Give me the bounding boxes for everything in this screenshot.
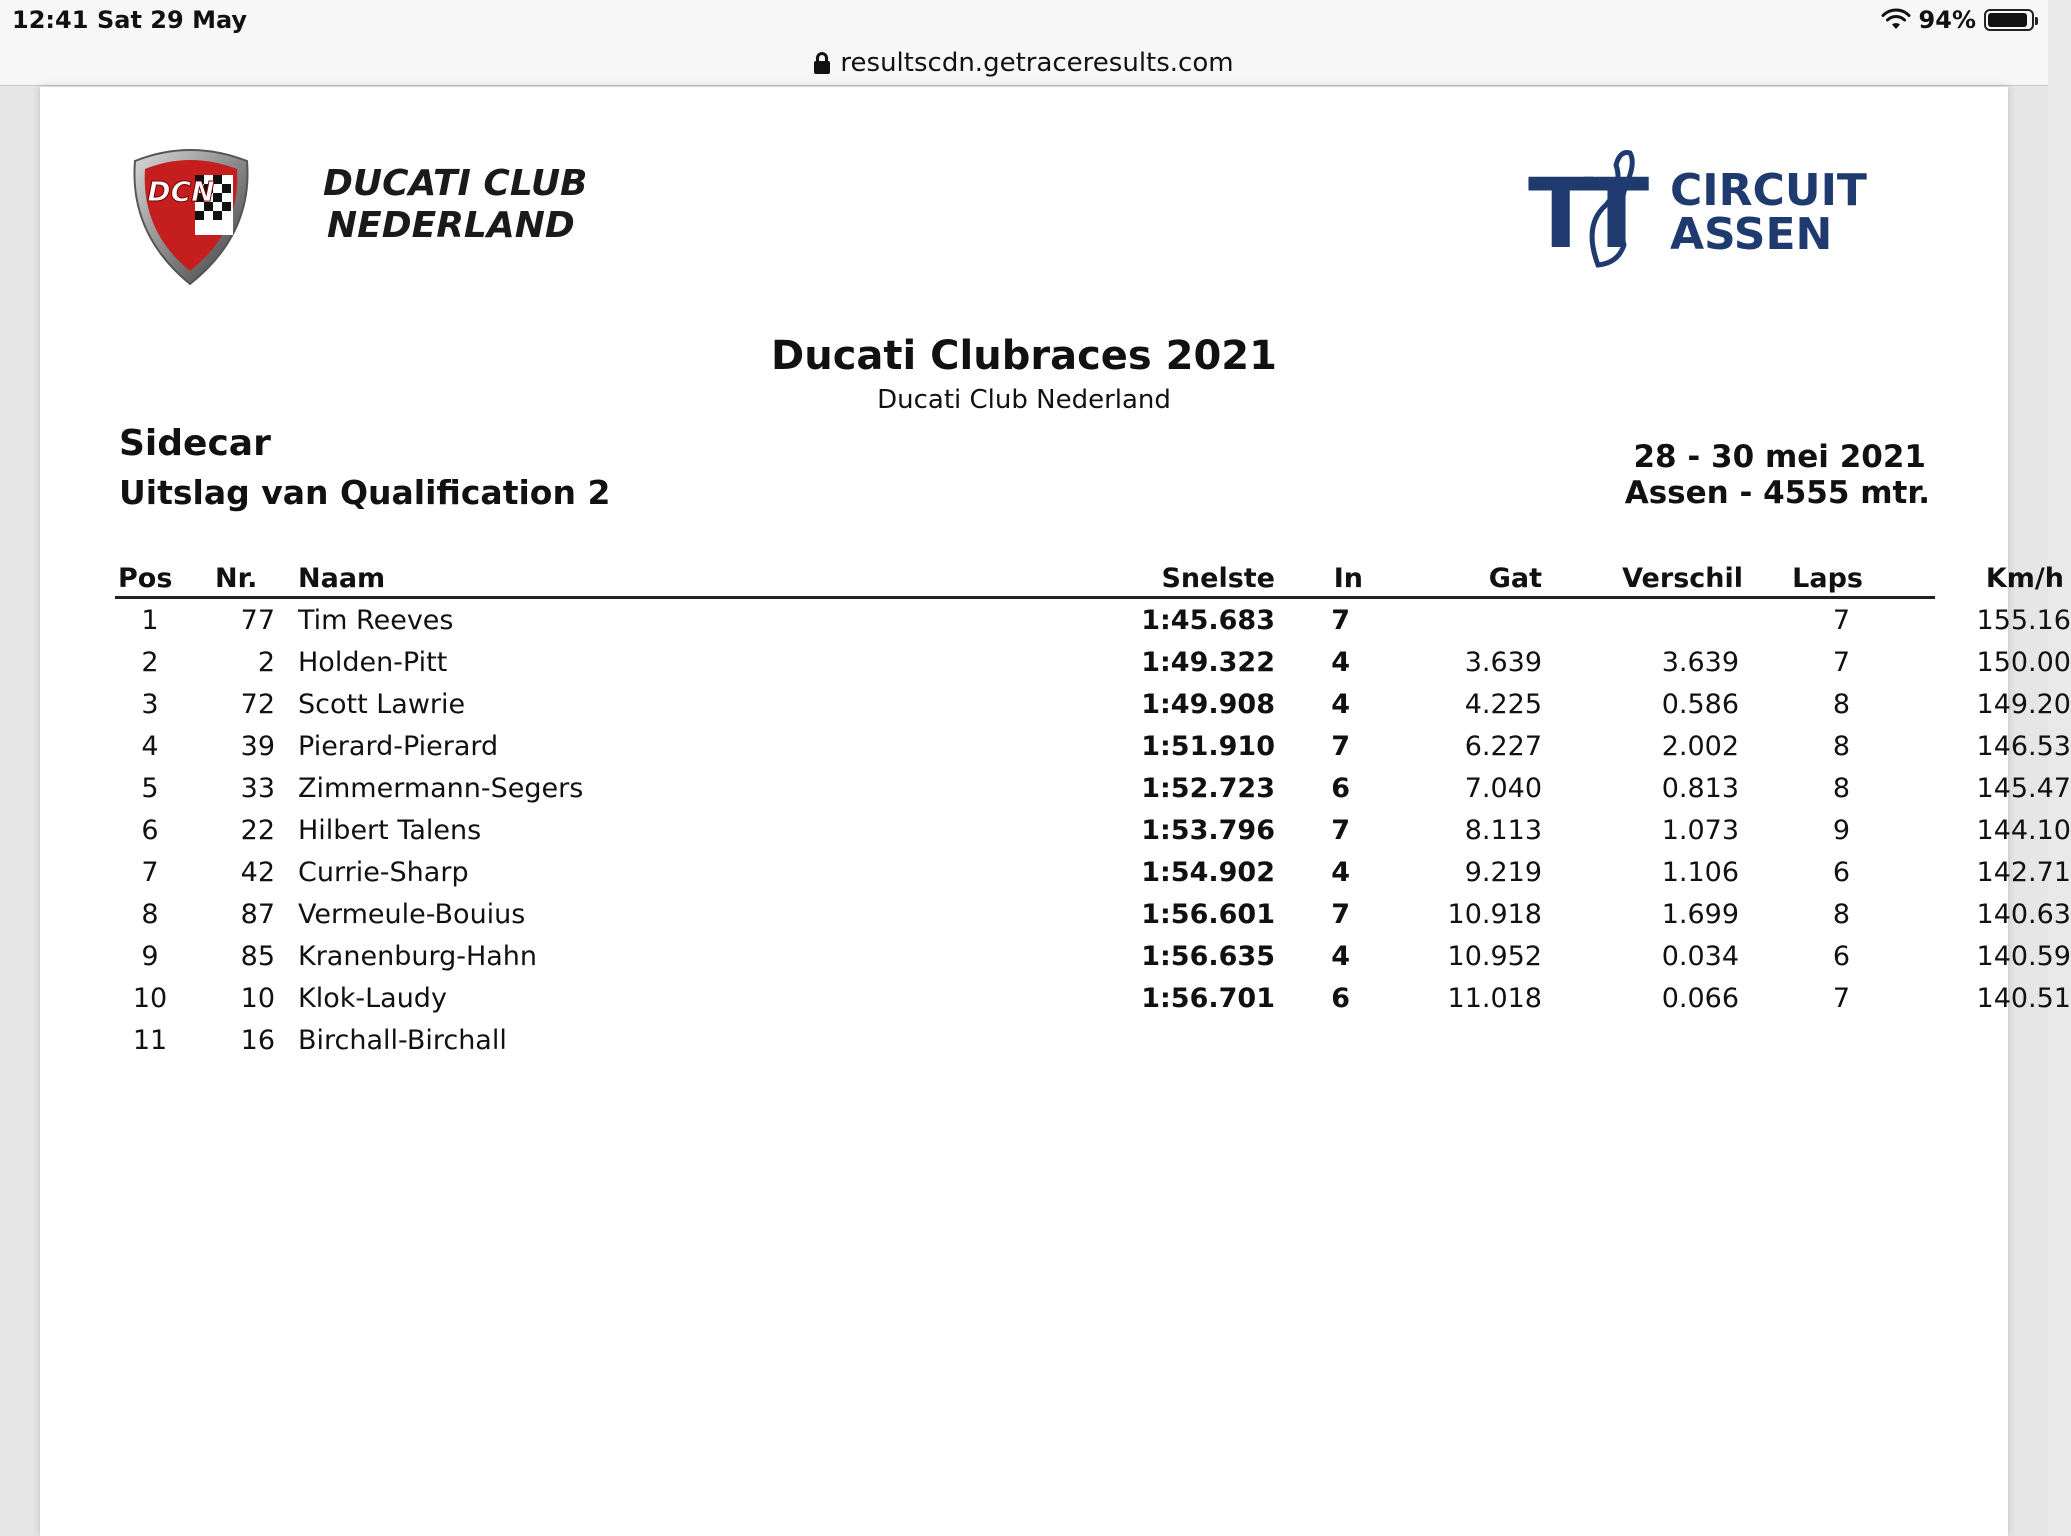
cell-in: 4 — [1331, 941, 1350, 972]
cell-verschil: 1.699 — [1661, 899, 1739, 930]
event-dates: 28 - 30 mei 2021 — [1633, 439, 1926, 475]
cell-snelste: 1:56.701 — [1141, 983, 1275, 1014]
session-title: Uitslag van Qualification 2 — [119, 473, 611, 512]
cell-verschil: 1.106 — [1661, 857, 1739, 888]
header-in: In — [1333, 563, 1363, 594]
cell-laps: 7 — [1832, 647, 1850, 678]
cell-gat: 3.639 — [1464, 647, 1542, 678]
battery-percent: 94% — [1918, 6, 1976, 34]
cell-in: 7 — [1331, 605, 1350, 636]
cell-kmh: 140.63 — [1976, 899, 2071, 930]
cell-pos: 1 — [141, 605, 159, 636]
cell-naam: Zimmermann-Segers — [298, 773, 584, 804]
cell-nr: 87 — [240, 899, 275, 930]
cell-kmh: 146.53 — [1976, 731, 2071, 762]
cell-naam: Kranenburg-Hahn — [298, 941, 538, 972]
cell-pos: 4 — [141, 731, 159, 762]
cell-verschil: 0.034 — [1661, 941, 1739, 972]
tt-mark: TT — [1528, 158, 1638, 270]
header-nr: Nr. — [215, 563, 258, 594]
battery-level — [1988, 13, 2027, 27]
status-indicators — [1881, 6, 2034, 34]
cell-gat: 10.918 — [1447, 899, 1542, 930]
cell-verschil: 0.586 — [1661, 689, 1739, 720]
cell-in: 7 — [1331, 815, 1350, 846]
cell-verschil: 0.813 — [1661, 773, 1739, 804]
cell-verschil: 0.066 — [1661, 983, 1739, 1014]
cell-laps: 8 — [1832, 689, 1850, 720]
cell-pos: 9 — [141, 941, 159, 972]
tt-circuit-assen-logo — [1528, 145, 1928, 275]
cell-naam: Holden-Pitt — [298, 647, 448, 678]
status-bar — [0, 0, 2048, 40]
assen-line2: ASSEN — [1670, 209, 1833, 260]
cell-pos: 7 — [141, 857, 159, 888]
assen-line1: CIRCUIT — [1670, 165, 1867, 216]
table-row — [115, 767, 2071, 809]
header-verschil: Verschil — [1622, 563, 1743, 594]
cell-gat: 8.113 — [1464, 815, 1542, 846]
results-table — [115, 557, 2071, 1061]
cell-in: 7 — [1331, 731, 1350, 762]
battery-icon — [1984, 9, 2034, 31]
cell-nr: 33 — [240, 773, 275, 804]
cell-snelste: 1:49.322 — [1141, 647, 1275, 678]
wifi-icon — [1881, 9, 1911, 31]
header-gat: Gat — [1488, 563, 1542, 594]
cell-nr: 42 — [240, 857, 275, 888]
cell-naam: Scott Lawrie — [298, 689, 466, 720]
cell-gat: 6.227 — [1464, 731, 1542, 762]
cell-laps: 8 — [1832, 899, 1850, 930]
cell-naam: Vermeule-Bouius — [298, 899, 526, 930]
cell-pos: 2 — [141, 647, 159, 678]
results-document — [40, 87, 2071, 1536]
header-naam: Naam — [298, 563, 386, 594]
cell-in: 6 — [1331, 773, 1350, 804]
dcn-badge-text: DCN — [147, 175, 215, 208]
cell-nr: 77 — [240, 605, 275, 636]
cell-naam: Currie-Sharp — [298, 857, 469, 888]
cell-nr: 16 — [240, 1025, 275, 1056]
cell-in: 4 — [1331, 647, 1350, 678]
table-row — [115, 935, 2071, 977]
cell-laps: 6 — [1832, 941, 1850, 972]
cell-in: 7 — [1331, 899, 1350, 930]
cell-in: 4 — [1331, 857, 1350, 888]
cell-nr: 22 — [240, 815, 275, 846]
cell-gat: 4.225 — [1464, 689, 1542, 720]
cell-pos: 11 — [132, 1025, 168, 1056]
cell-kmh: 155.16 — [1976, 605, 2071, 636]
dcn-line2: NEDERLAND — [327, 205, 575, 246]
cell-nr: 39 — [240, 731, 275, 762]
cell-snelste: 1:56.601 — [1141, 899, 1275, 930]
cell-kmh: 140.51 — [1976, 983, 2071, 1014]
cell-kmh: 145.47 — [1976, 773, 2071, 804]
cell-naam: Birchall-Birchall — [298, 1025, 507, 1056]
cell-pos: 10 — [132, 983, 168, 1014]
cell-naam: Tim Reeves — [298, 605, 454, 636]
event-organizer: Ducati Club Nederland — [877, 385, 1171, 415]
cell-verschil: 3.639 — [1661, 647, 1739, 678]
cell-naam: Pierard-Pierard — [298, 731, 499, 762]
cell-laps: 6 — [1832, 857, 1850, 888]
cell-pos: 3 — [141, 689, 159, 720]
cell-laps: 7 — [1832, 605, 1850, 636]
dcn-line1: DUCATI CLUB — [323, 163, 588, 204]
cell-snelste: 1:52.723 — [1141, 773, 1275, 804]
header-pos: Pos — [118, 563, 173, 594]
table-header — [115, 557, 2064, 599]
table-row — [115, 599, 2071, 641]
cell-in: 4 — [1331, 689, 1350, 720]
cell-kmh: 149.20 — [1976, 689, 2071, 720]
header-laps: Laps — [1792, 563, 1863, 594]
cell-nr: 72 — [240, 689, 275, 720]
cell-laps: 7 — [1832, 983, 1850, 1014]
cell-nr: 85 — [240, 941, 275, 972]
cell-gat: 11.018 — [1447, 983, 1542, 1014]
cell-snelste: 1:54.902 — [1141, 857, 1275, 888]
cell-naam: Hilbert Talens — [298, 815, 482, 846]
table-row — [115, 977, 2071, 1019]
cell-pos: 8 — [141, 899, 159, 930]
table-row — [115, 641, 2071, 683]
table-row — [115, 893, 2071, 935]
cell-nr: 2 — [257, 647, 275, 678]
header-snelste: Snelste — [1161, 563, 1275, 594]
lock-icon — [814, 52, 830, 74]
cell-laps: 9 — [1832, 815, 1850, 846]
cell-in: 6 — [1331, 983, 1350, 1014]
cell-kmh: 144.10 — [1976, 815, 2071, 846]
table-row — [115, 683, 2071, 725]
event-title: Ducati Clubraces 2021 — [771, 333, 1277, 379]
cell-kmh: 140.59 — [1976, 941, 2071, 972]
event-location: Assen - 4555 mtr. — [1624, 475, 1930, 511]
cell-verschil: 2.002 — [1661, 731, 1739, 762]
race-class: Sidecar — [119, 423, 271, 464]
status-time: 12:41 — [12, 6, 89, 34]
cell-pos: 6 — [141, 815, 159, 846]
cell-kmh: 142.71 — [1976, 857, 2071, 888]
cell-pos: 5 — [141, 773, 159, 804]
cell-gat: 9.219 — [1464, 857, 1542, 888]
cell-nr: 10 — [240, 983, 275, 1014]
address-bar[interactable] — [0, 40, 2048, 86]
page-viewport[interactable] — [0, 87, 2071, 1536]
cell-laps: 8 — [1832, 773, 1850, 804]
cell-snelste: 1:51.910 — [1141, 731, 1275, 762]
cell-gat: 10.952 — [1447, 941, 1542, 972]
cell-laps: 8 — [1832, 731, 1850, 762]
cell-naam: Klok-Laudy — [298, 983, 447, 1014]
table-row — [115, 725, 2071, 767]
cell-gat: 7.040 — [1464, 773, 1542, 804]
table-row — [115, 851, 2071, 893]
header-kmh: Km/h — [1985, 563, 2064, 594]
status-date: Sat 29 May — [97, 6, 248, 34]
cell-verschil: 1.073 — [1661, 815, 1739, 846]
cell-snelste: 1:45.683 — [1141, 605, 1275, 636]
table-row — [115, 1019, 1935, 1061]
cell-kmh: 150.00 — [1976, 647, 2071, 678]
ducati-club-logo — [115, 139, 595, 289]
cell-snelste: 1:56.635 — [1141, 941, 1275, 972]
cell-snelste: 1:49.908 — [1141, 689, 1275, 720]
table-row — [115, 809, 2071, 851]
cell-snelste: 1:53.796 — [1141, 815, 1275, 846]
url-text[interactable]: resultscdn.getraceresults.com — [840, 47, 1234, 78]
